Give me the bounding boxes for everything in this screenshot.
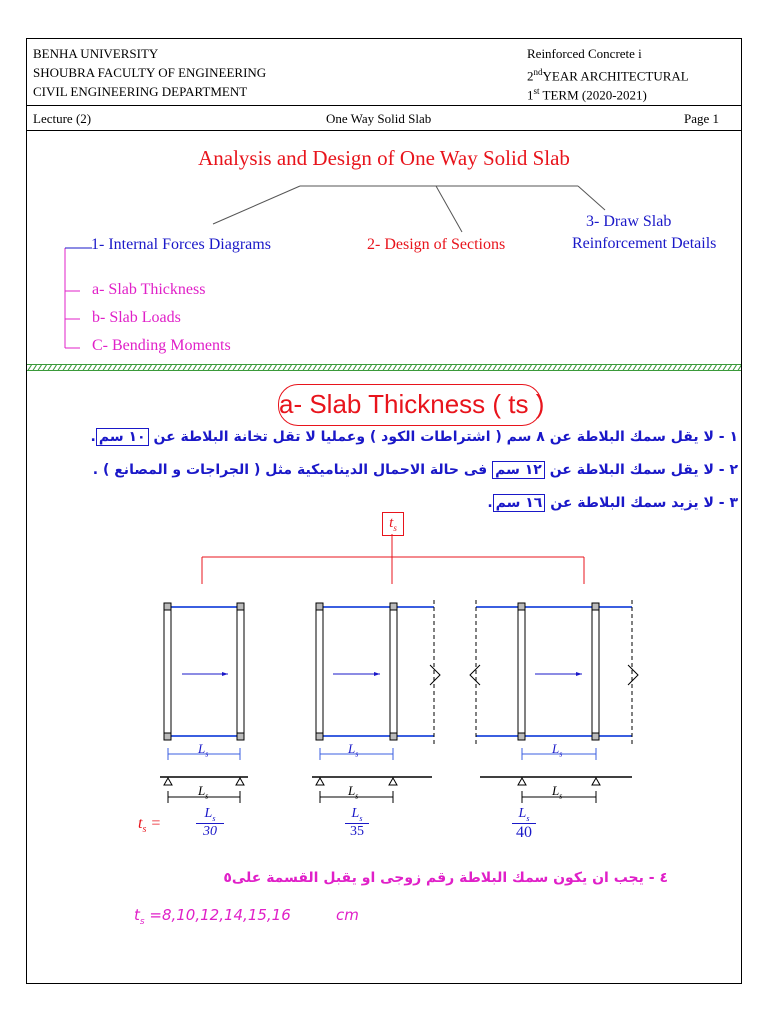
span-label-3: $L_s$	[552, 741, 563, 759]
section-title: a- Slab Thickness ( ts )	[278, 384, 542, 426]
rule-2-box: ١٢ سم	[492, 461, 545, 479]
branch-internal-forces: 1- Internal Forces Diagrams	[91, 236, 271, 253]
span-label-2: $L_s$	[348, 741, 359, 759]
branch-draw-slab-1: 3- Draw Slab	[586, 213, 672, 230]
span-label-1: $L_s$	[198, 741, 209, 759]
rule-1-box: ١٠ سم	[96, 428, 149, 446]
slab-case-2	[316, 600, 440, 745]
header-university: BENHA UNIVERSITY	[33, 46, 159, 61]
lecture-title: One Way Solid Slab	[326, 111, 432, 126]
overview-title: Analysis and Design of One Way Solid Slab	[198, 146, 570, 170]
sub-slab-thickness: a- Slab Thickness	[92, 281, 206, 298]
ts-label: $t_s$	[382, 512, 404, 536]
slab-case-1	[164, 603, 244, 740]
ts-unit: cm	[336, 906, 359, 924]
header-faculty: SHOUBRA FACULTY OF ENGINEERING	[33, 65, 267, 80]
denominator-30: 30	[203, 823, 217, 839]
sub-slab-loads: b- Slab Loads	[92, 309, 181, 326]
header-course: Reinforced Concrete i	[527, 46, 642, 61]
fraction-1: $L_s$ 30	[196, 806, 224, 840]
denominator-40: 40	[516, 823, 532, 841]
ts-values: $t_s =8,10,12,14,15,16$	[134, 906, 291, 927]
rule-3: ٣ - لا يزيد سمك البلاطة عن ١٦ سم.	[487, 495, 738, 511]
rule-1: ١ - لا يقل سمك البلاطة عن ٨ سم ( اشتراطات الكود ) وعمليا لا تقل تخانة البلاطة عن ١٠ سم.	[90, 429, 738, 445]
header-department: CIVIL ENGINEERING DEPARTMENT	[33, 84, 248, 99]
header-year: 2ndYEAR ARCHITECTURAL	[527, 67, 689, 84]
branch-design-sections: 2- Design of Sections	[367, 236, 506, 253]
slab-case-3	[470, 600, 638, 745]
lecture-number: Lecture (2)	[33, 111, 92, 126]
rule-2: ٢ - لا يقل سمك البلاطة عن ١٢ سم فى حالة الاحمال الديناميكية مثل ( الجراجات و المصانع ) .	[92, 462, 738, 478]
header-term: 1st TERM (2020-2021)	[527, 86, 647, 103]
page-number: Page 1	[684, 111, 720, 126]
rule-3-box: ١٦ سم	[493, 494, 546, 512]
fraction-3: $L_s$ 40	[512, 806, 536, 842]
branch-draw-slab-2: Reinforcement Details	[572, 235, 717, 252]
rule-4: ٤ - يجب ان يكون سمك البلاطة رقم زوجى او يقبل القسمة على٥	[223, 870, 668, 886]
sub-bending-moments: C- Bending Moments	[92, 337, 231, 354]
fraction-2: $L_s$ 35	[345, 806, 369, 840]
beam-span-label-2: $L_s$	[348, 783, 359, 801]
formula-lhs: $t_s$ =	[138, 815, 162, 836]
beam-span-label-3: $L_s$	[552, 783, 563, 801]
beam-span-label-1: $L_s$	[198, 783, 209, 801]
denominator-35: 35	[350, 823, 364, 839]
